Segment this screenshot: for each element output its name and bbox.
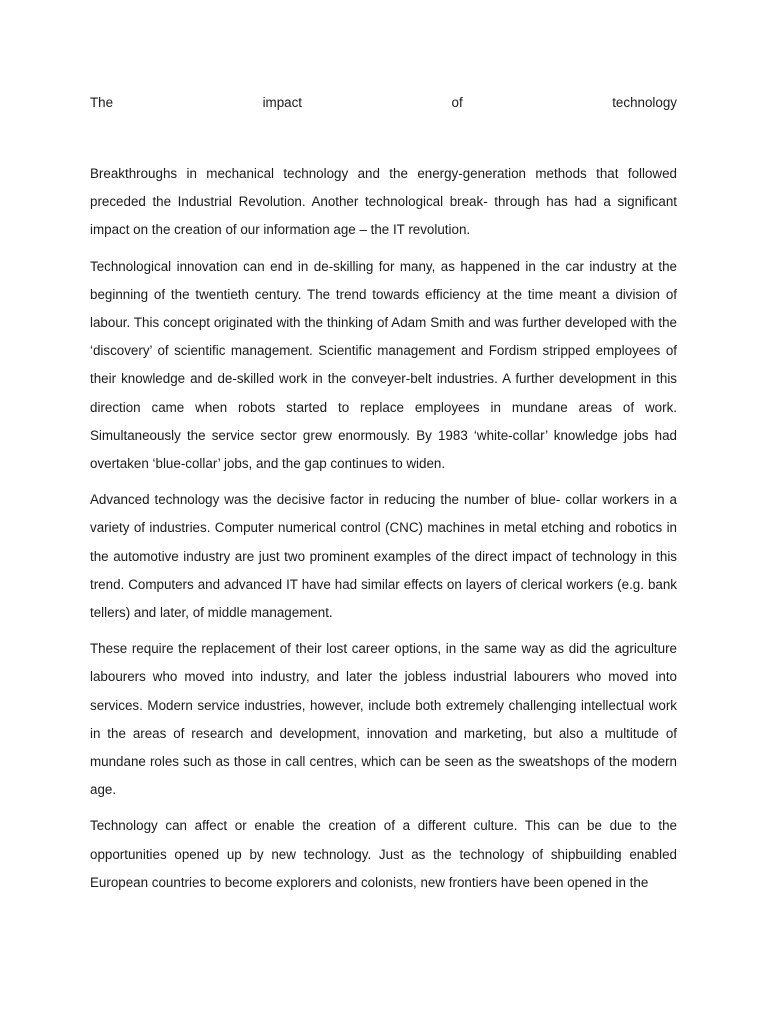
paragraph: Advanced technology was the decisive factor in reducing the number of blue- collar workers in a variety of industries. Computer numerical control (CNC) machines in metal etching and robotics in the automotive industry are just two prominent examples of the direct impact of technology in this trend. Computers and advanced IT have had similar effects on layers of clerical workers (e.g. bank tellers) and later, of middle management. [90,492,677,621]
document-page [90,92,677,905]
paragraph: These require the replacement of their lost career options, in the same way as did the agriculture labourers who moved into industry, and later the jobless industrial labourers who moved into services. Modern service industries, however, include both extremely challenging intellectual work in the areas of research and development, innovation and marketing, but also a multitude of mundane roles such as those in call centres, which can be seen as the sweatshops of the modern age. [90,641,677,798]
title-word: The [90,95,114,110]
title-word: impact [262,95,303,110]
paragraph: Technological innovation can end in de-skilling for many, as happened in the car industry at the beginning of the twentieth century. The trend towards efficiency at the time meant a division of labour. This concept originated with the thinking of Adam Smith and was further developed with the ‘discovery’ of scientific management. Scientific management and Fordism stripped employees of their knowledge and de-skilled work in the conveyer-belt industries. A further development in this direction came when robots started to replace employees in mundane areas of work. Simultaneously the service sector grew enormously. By 1983 ‘white-collar’ knowledge jobs had overtaken ‘blue-collar’ jobs, and the gap continues to widen. [90,258,677,472]
title-word: of [451,95,463,110]
document-title [90,92,677,114]
paragraph: Breakthroughs in mechanical technology and the energy-generation methods that followed preceded the Industrial Revolution. Another technological break- through has had a significant impact on the creation of our information age – the IT revolution. [90,166,677,238]
paragraph: Technology can affect or enable the creation of a different culture. This can be due to the opportunities opened up by new technology. Just as the technology of shipbuilding enabled European countries to become explorers and colonists, new frontiers have been opened in the [90,818,677,890]
title-word: technology [612,95,677,110]
